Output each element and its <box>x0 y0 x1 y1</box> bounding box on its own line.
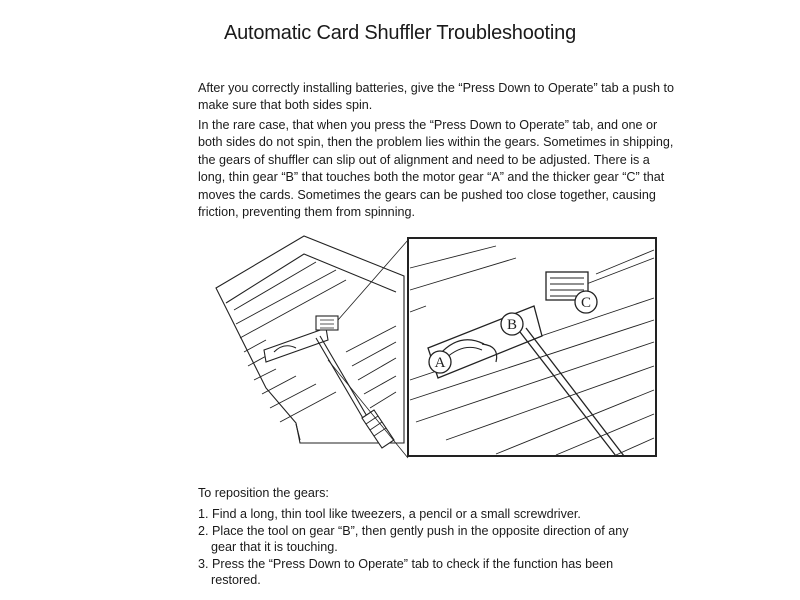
steps-heading: To reposition the gears: <box>198 486 329 500</box>
shuffler-overview-drawing <box>216 236 408 458</box>
problem-paragraph: In the rare case, that when you press the “Press Down to Operate” tab, and one or both sides do not spin, then the problem lies within the gears. Sometimes in shipping, the gears of shuffler can slip out of alignment and need to be adjusted. There is a long, thin gear “B” that touches both the motor gear “A” and the thicker gear “C” that moves the cards. Sometimes the gears can be pushed too close together, causing friction, preventing them from spinning. <box>198 118 674 220</box>
reposition-steps-list <box>198 506 648 589</box>
gear-label-c: C <box>580 295 592 311</box>
gear-label-b: B <box>506 317 518 333</box>
page-title: Automatic Card Shuffler Troubleshooting <box>223 22 577 44</box>
gear-illustration <box>196 228 668 468</box>
gear-detail-drawing <box>408 238 656 456</box>
list-item: 3. Press the “Press Down to Operate” tab to check if the function has been restored. <box>198 556 614 588</box>
gear-label-a: A <box>434 355 446 371</box>
intro-paragraph: After you correctly installing batteries, give the “Press Down to Operate” tab a push to make sure that both sides spin. <box>198 81 674 113</box>
list-item: 2. Place the tool on gear “B”, then gently push in the opposite direction of any gear that it is touching. <box>198 523 629 555</box>
list-item: 1. Find a long, thin tool like tweezers, a pencil or a small screwdriver. <box>198 507 581 521</box>
